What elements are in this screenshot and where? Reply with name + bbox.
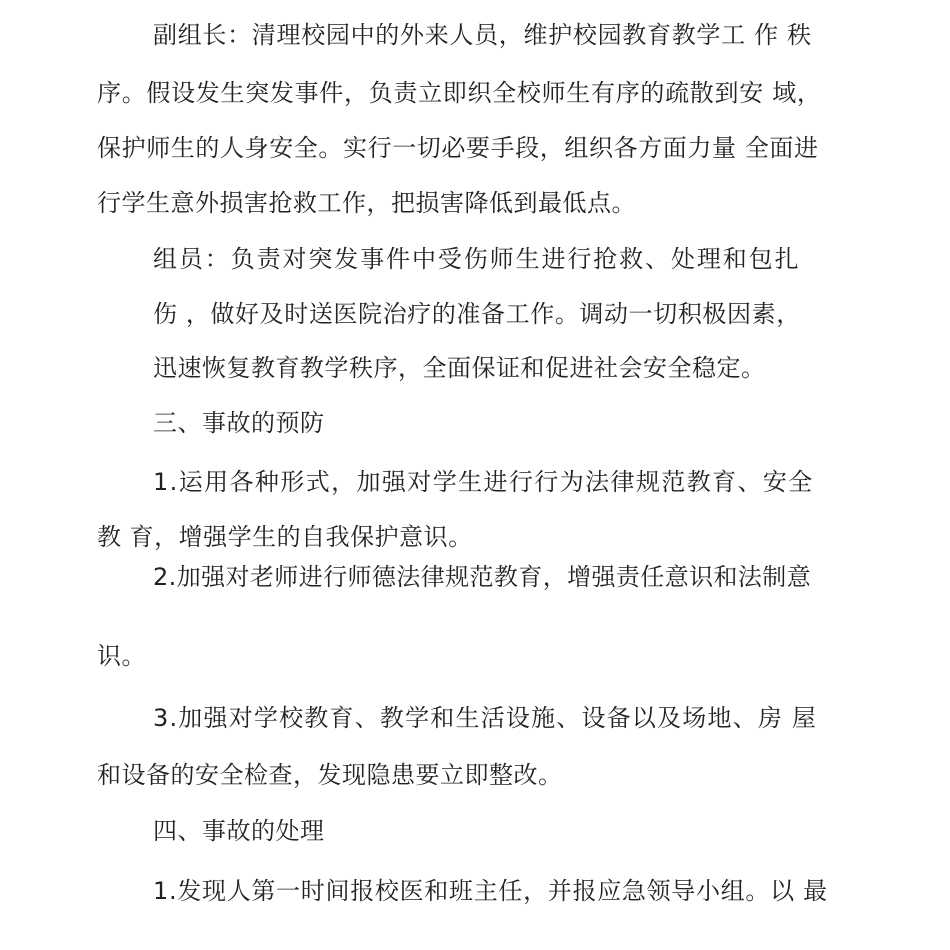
vice-leader-paragraph-line-4: 行学生意外损害抢救工作，把损害降低到最低点。: [97, 189, 636, 217]
members-paragraph-line-1: 组员：负责对突发事件中受伤师生进行抢救、处理和包扎: [153, 245, 801, 273]
handling-item-1-line-1: 1.发现人第一时间报校医和班主任，并报应急领导小组。以 最: [153, 877, 828, 905]
vice-leader-paragraph-line-1: 副组长：清理校园中的外来人员，维护校园教育教学工 作 秩: [153, 21, 812, 49]
prevention-item-2-line-1: 2.加强对老师进行师德法律规范教育，增强责任意识和法制意: [153, 563, 812, 591]
section-heading-accident-prevention: 三、事故的预防: [153, 409, 325, 437]
prevention-item-2-line-2: 识。: [97, 642, 146, 670]
members-paragraph-line-2: 伤 ，做好及时送医院治疗的准备工作。调动一切积极因素，: [153, 300, 801, 328]
prevention-item-1-line-2: 教 育，增强学生的自我保护意识。: [97, 523, 473, 551]
vice-leader-paragraph-line-3: 保护师生的人身安全。实行一切必要手段，组织各方面力量 全面进: [97, 134, 819, 162]
section-heading-accident-handling: 四、事故的处理: [153, 817, 325, 845]
prevention-item-3-line-1: 3.加强对学校教育、教学和生活设施、设备以及场地、房 屋: [153, 704, 818, 732]
prevention-item-3-line-2: 和设备的安全检查，发现隐患要立即整改。: [97, 761, 563, 789]
members-paragraph-line-3: 迅速恢复教育教学秩序，全面保证和促进社会安全稳定。: [153, 354, 766, 382]
vice-leader-paragraph-line-2: 序。假设发生突发事件，负责立即织全校师生有序的疏散到安 域，: [97, 79, 822, 107]
prevention-item-1-line-1: 1.运用各种形式，加强对学生进行行为法律规范教育、安全: [153, 468, 814, 496]
